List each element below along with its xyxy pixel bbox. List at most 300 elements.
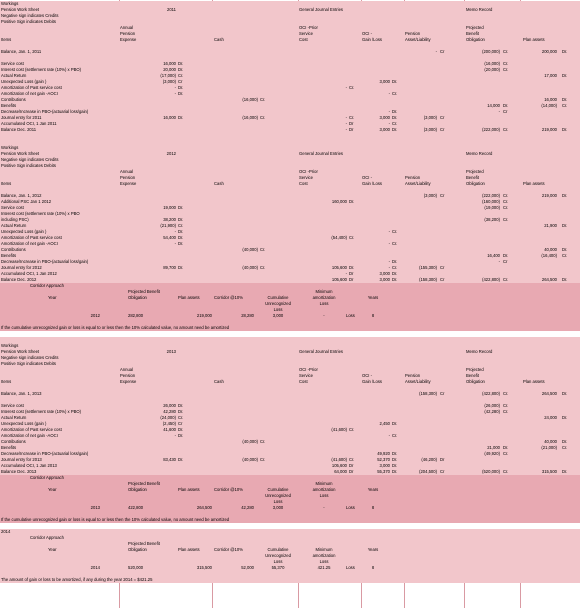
cell-pa: Projected Benefit (128, 288, 160, 294)
cell-pp: Plan assets (178, 486, 200, 492)
cell-pq: 52,000 (241, 564, 254, 570)
cell-a: Balance Dec. 2011 (1, 126, 37, 132)
cell-l: (26,000) (484, 402, 500, 408)
cell-e2: Dr. (178, 216, 184, 222)
cell-n2: Dr. (562, 192, 568, 198)
cell-j: (155,300) (419, 264, 437, 270)
cell-i: - (388, 228, 390, 234)
cell-k2: Dr (440, 456, 445, 462)
cell-l: Projected (466, 168, 484, 174)
cell-i: OCI - (362, 372, 373, 378)
cell-e2: Dr. (178, 426, 184, 432)
cell-pr: Unrecognized (265, 552, 291, 558)
cell-e2: Dr. (178, 240, 184, 246)
cell-i: 3,000 (379, 270, 390, 276)
cell-i: OCI - (362, 174, 373, 180)
cell-n2: Cr. (562, 252, 568, 258)
cell-g2: Dr (349, 120, 354, 126)
cell-i2: Dr. (392, 468, 398, 474)
cell-e: Annual (120, 24, 134, 30)
cell-l2: Cr. (503, 126, 509, 132)
cell-pa: 282,800 (128, 312, 144, 318)
cell-pc: amortization (312, 486, 336, 492)
cell-a: Amortization of Past service cost (1, 84, 62, 90)
cell-i: - (388, 120, 390, 126)
cell-pr: Loss (273, 558, 283, 564)
cell-i: 55,370 (377, 468, 390, 474)
cell-n2: Cr. (562, 102, 568, 108)
cell-pr: 3,000 (272, 504, 284, 510)
cell-i2: Dr. (392, 420, 398, 426)
cell-j: (3,000) (423, 126, 437, 132)
cell-a: Journal entry for 2013 (1, 456, 42, 462)
cell-a: Decrease/Increase in PBO-(actuarial loss/gain) (1, 108, 89, 114)
cell-a: Workings (1, 0, 19, 6)
cell-g2: Cr. (349, 426, 355, 432)
cell-a: Decrease/Increase in PBO-(actuarial loss/gain) (1, 450, 89, 456)
cell-g: Cost (299, 378, 308, 384)
cell-py: Years (367, 546, 379, 552)
cell-pr: 55,370 (271, 564, 285, 570)
cell-pa: 422,800 (128, 504, 144, 510)
cell-n: (16,400) (541, 252, 557, 258)
cell-i: 49,920 (377, 450, 390, 456)
cell-n: 200,000 (541, 48, 557, 54)
cell-n2: Dr. (562, 414, 568, 420)
cell-j: (158,300) (419, 276, 437, 282)
cell-pr: Cumulative (267, 294, 289, 300)
cell-n: 40,000 (544, 438, 557, 444)
cell-i2: Dr. (392, 270, 398, 276)
cell-pr: Unrecognized (265, 492, 291, 498)
cell-g: General Journal Entries (299, 150, 343, 156)
cell-f2: Cr. (260, 246, 266, 252)
cell-ya: Year (48, 294, 57, 300)
cell-e: 41,600 (163, 426, 176, 432)
cell-e2: Dr. (178, 66, 184, 72)
cell-e2: Dr. (178, 204, 184, 210)
cell-a: Amortization of net gain -AOCI (1, 432, 58, 438)
cell-pc: - (323, 312, 325, 318)
cell-e: Pension (120, 372, 136, 378)
cell-l: 21,000 (487, 444, 500, 450)
cell-g: OCI -Prior (299, 168, 318, 174)
cell-g: - (345, 114, 347, 120)
cell-g: 64,000 (334, 468, 347, 474)
cell-a: Unexpected Loss (gain ) (1, 228, 47, 234)
cell-j: (204,500) (419, 468, 437, 474)
cell-n: (21,000) (541, 444, 557, 450)
cell-pp: Plan assets (178, 546, 200, 552)
cell-i: Gain /Loss (362, 378, 383, 384)
cell-a: Balance Dec. 2013 (1, 468, 37, 474)
cell-e: - (174, 90, 176, 96)
cell-i: - (388, 90, 390, 96)
cell-a: Negative sign indicates Credits (1, 156, 59, 162)
cell-a: Actual Return (1, 72, 27, 78)
cell-a: Positive Sign indicates Debits (1, 18, 56, 24)
cell-g2: Dr. (349, 264, 355, 270)
cell-n2: Dr. (562, 276, 568, 282)
cell-l2: Cr. (503, 402, 509, 408)
cell-f2: Cr. (260, 438, 266, 444)
cell-e: 19,000 (163, 204, 176, 210)
cell-l2: Cr (503, 258, 508, 264)
cell-a: Items (1, 378, 12, 384)
cell-e: 2013 (166, 348, 176, 354)
cell-n: 264,500 (541, 390, 557, 396)
cell-e: - (174, 432, 176, 438)
cell-e: (24,000) (160, 414, 176, 420)
cell-l: Memo Record (466, 348, 493, 354)
cell-l: Obligation (466, 378, 485, 384)
cell-py: 8 (371, 564, 375, 570)
cell-e2: Dr. (178, 402, 184, 408)
cell-e2: Dr. (178, 456, 184, 462)
cell-yv: 2012 (90, 312, 100, 318)
cell-l2: Dr. (503, 252, 509, 258)
cell-i: 3,000 (379, 462, 390, 468)
cell-g2: Cr. (349, 114, 355, 120)
cell-n: 264,500 (541, 276, 557, 282)
cell-pc: Loss (319, 492, 329, 498)
cell-a: Unexpected Loss (gain ) (1, 78, 47, 84)
cell-l: (42,280) (484, 408, 500, 414)
cell-l2: Cr. (503, 66, 509, 72)
cell-a: Positive Sign indicates Debits (1, 360, 56, 366)
cell-a: Pension Work Sheet (1, 6, 40, 12)
cell-g: 105,600 (331, 462, 347, 468)
cell-g2: Cr. (349, 234, 355, 240)
cell-l: (160,000) (482, 198, 500, 204)
cell-pc: - (323, 504, 325, 510)
cell-g: OCI -Prior (299, 24, 318, 30)
cell-i2: Dr. (392, 108, 398, 114)
cell-l2: Cr (503, 108, 508, 114)
cell-pr: Cumulative (267, 486, 289, 492)
cell-e2: Dr. (178, 234, 184, 240)
cell-e: (21,900) (160, 222, 176, 228)
cell-f: (40,000) (242, 456, 258, 462)
cell-pc: amortization (312, 552, 336, 558)
cell-a: Interest cost (settlement rate (10%) x PBO (1, 210, 80, 216)
cell-g: (41,600) (331, 456, 347, 462)
cell-i2: Dr. (392, 276, 398, 282)
cell-pc: Loss (319, 300, 329, 306)
cell-l2: Cr. (503, 60, 509, 66)
cell-i: 3,000 (379, 114, 390, 120)
cell-a: Workings (1, 144, 19, 150)
cell-l2: Cr. (503, 390, 509, 396)
cell-j: (3,000) (423, 114, 437, 120)
cell-e2: Dr. (178, 432, 184, 438)
cell-e2: Dr. (178, 90, 184, 96)
cell-l: 14,000 (487, 102, 500, 108)
cell-i2: Dr. (392, 78, 398, 84)
cell-e: - (174, 84, 176, 90)
cell-py: 8 (371, 312, 375, 318)
cell-a: If the cumulative unrecognized gain or loss is equal to or less then the 10% calculated value, no amount need be amortized (1, 324, 230, 330)
cell-pr: Unrecognized (265, 300, 291, 306)
cell-a: Benefits (1, 102, 17, 108)
cell-g: (54,400) (331, 234, 347, 240)
cell-k2: Cr (440, 264, 445, 270)
cell-g2: Dr (349, 462, 354, 468)
cell-e2: Dr. (178, 114, 184, 120)
cell-f2: Cr. (260, 96, 266, 102)
cell-ca: Corridor Approach (30, 282, 64, 288)
cell-n2: Cr. (562, 444, 568, 450)
cell-n2: Dr. (562, 390, 568, 396)
cell-n2: Dr. (562, 222, 568, 228)
cell-pcl: Loss (346, 564, 355, 570)
cell-e: Pension (120, 174, 136, 180)
cell-py: Years (367, 294, 379, 300)
cell-e: (17,000) (160, 72, 176, 78)
cell-l2: Cr. (503, 450, 509, 456)
cell-pc: Minimum (315, 546, 333, 552)
cell-a: Interest cost (settlement rate (10%) x PBO) (1, 66, 82, 72)
cell-pcl: Loss (346, 312, 355, 318)
cell-g: General Journal Entries (299, 6, 343, 12)
cell-i2: Cr. (392, 432, 398, 438)
cell-a: Contributions (1, 96, 26, 102)
cell-pp: 219,000 (196, 312, 212, 318)
cell-g: 105,600 (331, 276, 347, 282)
cell-e: Pension (120, 30, 136, 36)
cell-l: (200,000) (482, 48, 500, 54)
cell-g2: Dr (349, 276, 354, 282)
cell-e: 20,000 (163, 66, 176, 72)
cell-e: 89,700 (163, 264, 176, 270)
cell-k2: Cr (440, 126, 445, 132)
cell-l: - (498, 258, 500, 264)
cell-g: Service (299, 174, 313, 180)
cell-n2: Dr. (562, 438, 568, 444)
cell-n2: Dr. (562, 48, 568, 54)
cell-ca: Corridor Approach (30, 474, 64, 480)
cell-k: Pension (405, 372, 421, 378)
cell-l: Obligation (466, 180, 485, 186)
cell-pq: 28,280 (241, 312, 254, 318)
cell-a: Amortization of Past service cost (1, 426, 62, 432)
cell-e: (3,000) (162, 78, 176, 84)
cell-f: Cash (214, 36, 224, 42)
cell-e: - (174, 240, 176, 246)
cell-pc: amortization (312, 294, 336, 300)
cell-n2: Dr. (562, 468, 568, 474)
cell-i: 2,450 (379, 420, 390, 426)
cell-i: 3,000 (379, 78, 390, 84)
cell-g: - (345, 270, 347, 276)
cell-e: 38,200 (163, 216, 176, 222)
cell-e2: Cr. (178, 222, 184, 228)
cell-pp: 264,500 (196, 504, 212, 510)
cell-k: Pension (405, 30, 421, 36)
cell-g: General Journal Entries (299, 348, 343, 354)
cell-g: OCI -Prior (299, 366, 318, 372)
cell-g: - (345, 120, 347, 126)
cell-k: Pension (405, 174, 421, 180)
cell-i: OCI - (362, 30, 373, 36)
cell-e2: Dr. (178, 264, 184, 270)
cell-l2: Dr. (503, 102, 509, 108)
cell-i2: Cr. (392, 120, 398, 126)
cell-n: Plan assets (523, 36, 545, 42)
cell-g: 105,600 (331, 264, 347, 270)
cell-k: Asset/Liability (405, 36, 431, 42)
cell-l: Benefit (466, 30, 480, 36)
cell-ya: Year (48, 486, 57, 492)
cell-g: Service (299, 30, 313, 36)
cell-l: 16,400 (487, 252, 500, 258)
cell-a: Accumulated OCI, 1 Jan 2013 (1, 462, 57, 468)
cell-e: Annual (120, 366, 134, 372)
cell-a: Negative sign indicates Credits (1, 354, 59, 360)
cell-i2: Cr. (392, 228, 398, 234)
cell-a: Service cost (1, 204, 24, 210)
cell-a: If the cumulative unrecognized gain or loss is equal to or less then the 10% calculated value, no amount need be amortized (1, 516, 230, 522)
cell-i: Gain /Loss (362, 180, 383, 186)
cell-a: Contributions (1, 438, 26, 444)
cell-pq: 42,280 (241, 504, 254, 510)
cell-a: Actual Return (1, 414, 27, 420)
cell-n: 17,000 (544, 72, 557, 78)
cell-pc: Minimum (315, 480, 333, 486)
cell-i2: Cr. (392, 264, 398, 270)
cell-f: (16,000) (242, 114, 258, 120)
cell-l: (19,000) (484, 204, 500, 210)
cell-pa: Projected Benefit (128, 480, 160, 486)
cell-e: Expense (120, 378, 137, 384)
cell-yv: 2014 (90, 564, 100, 570)
cell-l: (422,800) (482, 390, 500, 396)
cell-i2: Dr. (392, 258, 398, 264)
cell-ya: Year (48, 546, 57, 552)
cell-pp: Plan assets (178, 294, 200, 300)
cell-pp: 315,500 (196, 564, 212, 570)
cell-n: Plan assets (523, 180, 545, 186)
cell-a: Service cost (1, 402, 24, 408)
cell-n: Plan assets (523, 378, 545, 384)
cell-i: - (388, 240, 390, 246)
cell-pq: Corridor @10% (214, 486, 243, 492)
cell-k: Asset/Liability (405, 180, 431, 186)
cell-e: 2011 (166, 6, 176, 12)
cell-i: Gain /Loss (362, 36, 383, 42)
cell-e2: Cr (178, 78, 183, 84)
sheet-row (0, 577, 580, 583)
cell-a: Additional PSC Jan 1 2012 (1, 198, 52, 204)
cell-pr: Cumulative (267, 546, 289, 552)
cell-a: Items (1, 36, 12, 42)
cell-pc: Loss (319, 558, 329, 564)
cell-e: Expense (120, 180, 137, 186)
cell-l: (49,920) (484, 450, 500, 456)
cell-e: 16,000 (163, 114, 176, 120)
cell-pa: Obligation (128, 486, 147, 492)
cell-e: 16,000 (163, 60, 176, 66)
cell-a: Positive Sign indicates Debits (1, 162, 56, 168)
cell-l: (422,800) (482, 276, 500, 282)
cell-l: (222,000) (482, 126, 500, 132)
cell-a: Contributions (1, 246, 26, 252)
cell-i2: Cr. (392, 90, 398, 96)
cell-e2: Dr. (178, 60, 184, 66)
cell-j: (46,200) (421, 456, 437, 462)
cell-l: Benefit (466, 174, 480, 180)
cell-g: 160,000 (331, 198, 347, 204)
cell-i2: Dr. (392, 126, 398, 132)
cell-a: Workings (1, 342, 19, 348)
cell-e2: Cr (178, 420, 183, 426)
cell-i: - (388, 108, 390, 114)
cell-i2: Dr. (392, 462, 398, 468)
cell-f: (40,000) (242, 264, 258, 270)
cell-e2: Dr. (178, 228, 184, 234)
cell-l: Projected (466, 24, 484, 30)
cell-e2: Cr. (178, 72, 184, 78)
cell-i: 3,000 (379, 276, 390, 282)
cell-yv: 2013 (90, 504, 100, 510)
cell-l: Memo Record (466, 150, 493, 156)
cell-n: 219,000 (541, 192, 557, 198)
cell-l2: Cr. (503, 408, 509, 414)
cell-i: - (388, 264, 390, 270)
cell-l: (16,000) (484, 60, 500, 66)
cell-l2: Dr. (503, 444, 509, 450)
cell-i: 52,370 (377, 456, 390, 462)
cell-pq: Corridor @10% (214, 294, 243, 300)
cell-l2: Cr. (503, 276, 509, 282)
cell-n: 24,000 (544, 414, 557, 420)
cell-pq: Corridor @10% (214, 546, 243, 552)
cell-e2: Dr. (178, 408, 184, 414)
cell-e2: Dr. (178, 84, 184, 90)
cell-a: Balance, Jan. 1, 2012 (1, 192, 42, 198)
cell-i: - (388, 432, 390, 438)
cell-k2: Cr (440, 468, 445, 474)
cell-k2: Cr (440, 192, 445, 198)
cell-a: Interest cost (settlement rate (10%) x PBO) (1, 408, 82, 414)
cell-pa: Obligation (128, 546, 147, 552)
cell-i2: Dr. (392, 456, 398, 462)
cell-a: including PSC) (1, 216, 29, 222)
cell-j: (158,300) (419, 390, 437, 396)
cell-a: Decrease/Increase in PBO-(actuarial loss/gain) (1, 258, 89, 264)
cell-l: (222,000) (482, 192, 500, 198)
cell-a: Accumulated OCI, 1 Jan 2011 (1, 120, 57, 126)
cell-k: Asset/Liability (405, 378, 431, 384)
cell-a: Amortization of Past service cost (1, 234, 62, 240)
cell-n: 21,900 (544, 222, 557, 228)
cell-f: (40,000) (242, 246, 258, 252)
cell-e: 42,280 (163, 408, 176, 414)
cell-l: (20,000) (484, 66, 500, 72)
cell-pa: 520,000 (128, 564, 144, 570)
cell-g2: Dr (349, 126, 354, 132)
cell-a: Service cost (1, 60, 24, 66)
cell-l: (38,200) (484, 216, 500, 222)
cell-a: Benefits (1, 444, 17, 450)
cell-l2: Cr. (503, 198, 509, 204)
cell-i: - (388, 258, 390, 264)
cell-n: (14,000) (541, 102, 557, 108)
cell-a: Amortization of net gain -AOCI (1, 240, 58, 246)
cell-n: 40,000 (544, 246, 557, 252)
cell-l: Memo Record (466, 6, 493, 12)
cell-e: Expense (120, 36, 137, 42)
